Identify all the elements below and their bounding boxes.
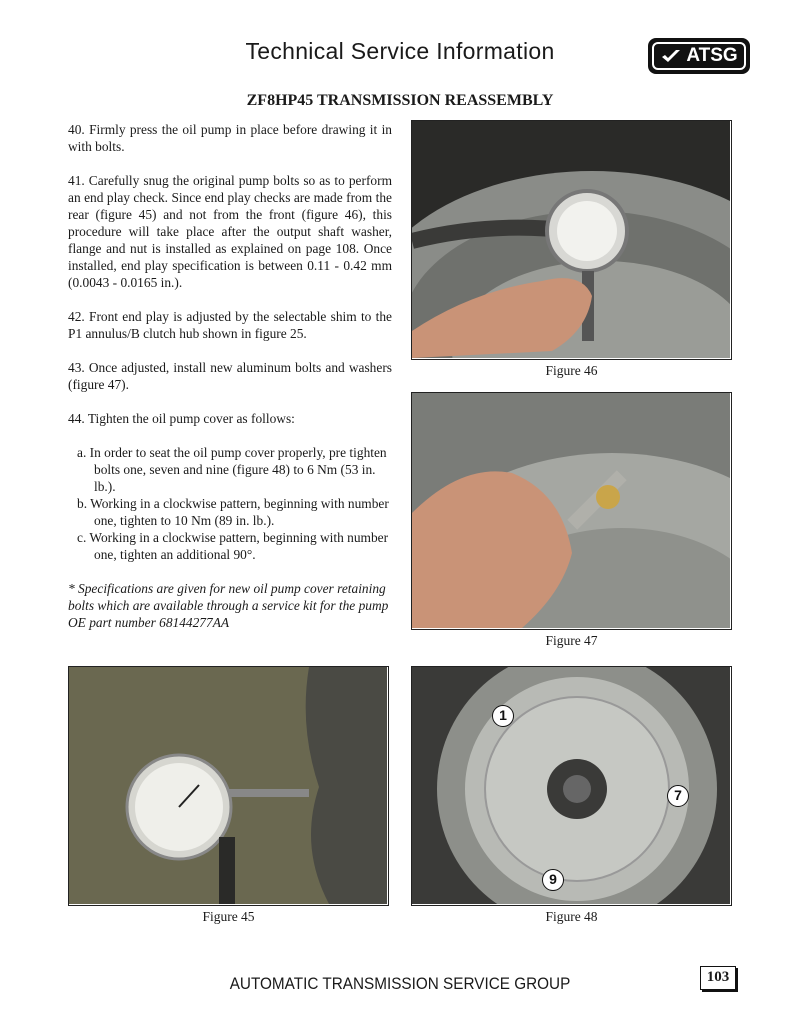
step-44b: b. Working in a clockwise pattern, beginning with number one, tighten to 10 Nm (89 in. lb.). <box>77 496 389 528</box>
logo-text: ATSG <box>686 45 738 66</box>
figure-45-caption: Figure 45 <box>202 909 255 924</box>
figure-45-photo <box>68 666 389 906</box>
figure-47-caption: Figure 47 <box>545 633 598 648</box>
bolt-callout-7: 7 <box>667 785 689 807</box>
figure-48-caption: Figure 48 <box>545 909 598 924</box>
bolt-callout-1: 1 <box>492 705 514 727</box>
step-44c: c. Working in a clockwise pattern, beginning with number one, tighten an additional 90°. <box>77 530 389 562</box>
section-heading: ZF8HP45 TRANSMISSION REASSEMBLY <box>246 92 554 109</box>
specification-note: * Specifications are given for new oil pump cover retaining bolts which are available through a service kit for the pump OE part number 68144277AA <box>68 581 389 630</box>
figure-46-caption: Figure 46 <box>545 363 598 378</box>
step-40: 40. Firmly press the oil pump in place before drawing it in with bolts. <box>68 122 392 154</box>
step-44: 44. Tighten the oil pump cover as follows: <box>68 411 295 426</box>
page-header-title: Technical Service Information <box>245 38 555 64</box>
step-41: 41. Carefully snug the original pump bolts so as to perform an end play check. Since end play checks are made from the rear (figure 45) and not from the front (figure 46), this procedure will take place after the output shaft washer, flange and nut is installed as explained on page 108. Once installed, end play specification is between 0.11 - 0.42 mm (0.0043 - 0.0165 in.). <box>68 173 392 290</box>
step-43: 43. Once adjusted, install new aluminum bolts and washers (figure 47). <box>68 360 392 392</box>
atsg-logo <box>648 38 750 74</box>
check-mark-icon <box>660 48 682 64</box>
step-42: 42. Front end play is adjusted by the selectable shim to the P1 annulus/B clutch hub shown in figure 25. <box>68 309 392 341</box>
instruction-text <box>68 121 392 648</box>
step-44a: a. In order to seat the oil pump cover properly, pre tighten bolts one, seven and nine (figure 48) to 6 Nm (53 in. lb.). <box>77 445 387 494</box>
bolt-callout-9: 9 <box>542 869 564 891</box>
page-number: 103 <box>700 966 736 990</box>
figure-47-photo <box>411 392 732 630</box>
footer-text: AUTOMATIC TRANSMISSION SERVICE GROUP <box>229 974 571 993</box>
figure-46-photo <box>411 120 732 360</box>
